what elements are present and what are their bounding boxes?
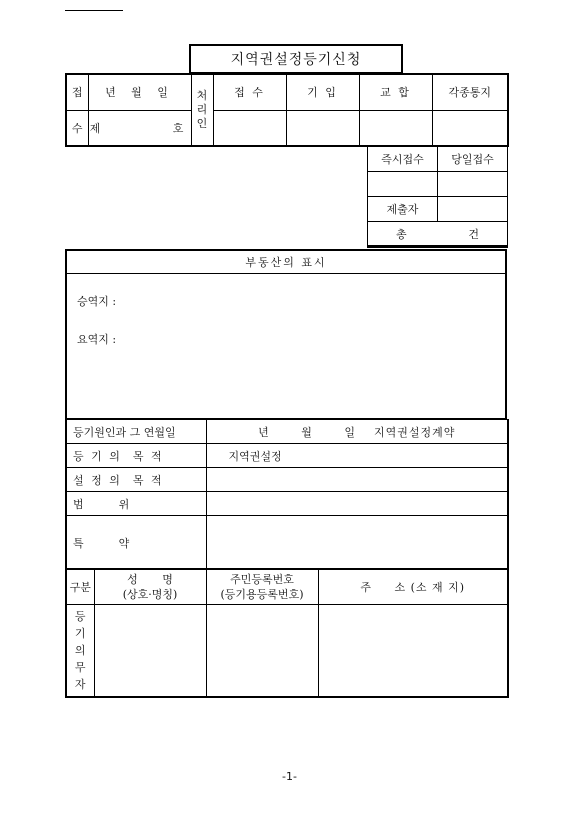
title-box: [189, 44, 403, 74]
immediate-receipt-label: 즉시접수: [368, 147, 438, 172]
party-col-name-line2: (상호·명칭): [122, 587, 178, 601]
party-col-address: 주 소 (소 재 지): [318, 569, 508, 605]
obligor-address-cell[interactable]: [318, 605, 508, 697]
header-receipt: 접 수: [213, 74, 286, 110]
special-terms-label: 특 약: [66, 516, 206, 570]
page-title: 지역권설정등기신청: [230, 52, 362, 68]
party-col-id-line1: 주민등록번호: [230, 572, 294, 586]
property-header: [67, 251, 505, 274]
obligor-name-cell[interactable]: [94, 605, 206, 697]
party-col-id-line2: (등기용등록번호): [220, 587, 304, 601]
cell-receipt[interactable]: [213, 110, 286, 146]
receipt-type-table: [367, 146, 508, 248]
submitter-label: 제출자: [368, 197, 438, 222]
party-col-id: [206, 569, 318, 605]
property-header-label: 부동산의 표시: [245, 256, 327, 269]
sameday-receipt-cell[interactable]: [438, 172, 508, 197]
receipt-table: [65, 73, 509, 147]
header-entry: 기 입: [286, 74, 359, 110]
establishment-purpose-label: 설 정 의 목 적: [66, 468, 206, 492]
immediate-receipt-cell[interactable]: [368, 172, 438, 197]
header-notice: 각종통지: [432, 74, 508, 110]
servient-land-label: 요역지 :: [77, 333, 117, 346]
receipt-date-label: 년 월 일: [88, 74, 191, 110]
handler-label: 처 리 인: [191, 74, 213, 146]
obligor-id-cell[interactable]: [206, 605, 318, 697]
receipt-number-label: 제 호: [88, 110, 191, 146]
cell-check[interactable]: [359, 110, 432, 146]
page-number: -1-: [282, 770, 297, 783]
cause-date-label: 등기원인과 그 연월일: [66, 420, 206, 444]
establishment-purpose-value[interactable]: [206, 468, 508, 492]
scope-value[interactable]: [206, 492, 508, 516]
receipt-jeop: 접: [66, 74, 88, 110]
obligor-label: 등 기 의 무 자: [66, 605, 94, 697]
sameday-receipt-label: 당일접수: [438, 147, 508, 172]
party-table: [65, 568, 509, 698]
total-right-label: 건: [468, 227, 479, 241]
party-col-name: [94, 569, 206, 605]
detail-table: [65, 419, 509, 570]
dominant-land-label: 승역지 :: [77, 295, 117, 308]
scope-label: 범 위: [66, 492, 206, 516]
receipt-su: 수: [66, 110, 88, 146]
total-count: [368, 222, 508, 247]
cell-notice[interactable]: [432, 110, 508, 146]
submitter-cell[interactable]: [438, 197, 508, 222]
party-col-type: 구분: [66, 569, 94, 605]
total-left-label: 총: [396, 227, 407, 241]
cell-entry[interactable]: [286, 110, 359, 146]
registration-purpose-value[interactable]: 지역권설정: [206, 444, 508, 468]
property-section: [65, 249, 507, 419]
registration-purpose-label: 등 기 의 목 적: [66, 444, 206, 468]
cause-date-value[interactable]: 년 월 일 지역권설정계약: [206, 420, 508, 444]
party-col-name-line1: 성 명: [127, 572, 173, 586]
header-check: 교 합: [359, 74, 432, 110]
top-rule: [65, 10, 123, 11]
special-terms-value[interactable]: [206, 516, 508, 570]
